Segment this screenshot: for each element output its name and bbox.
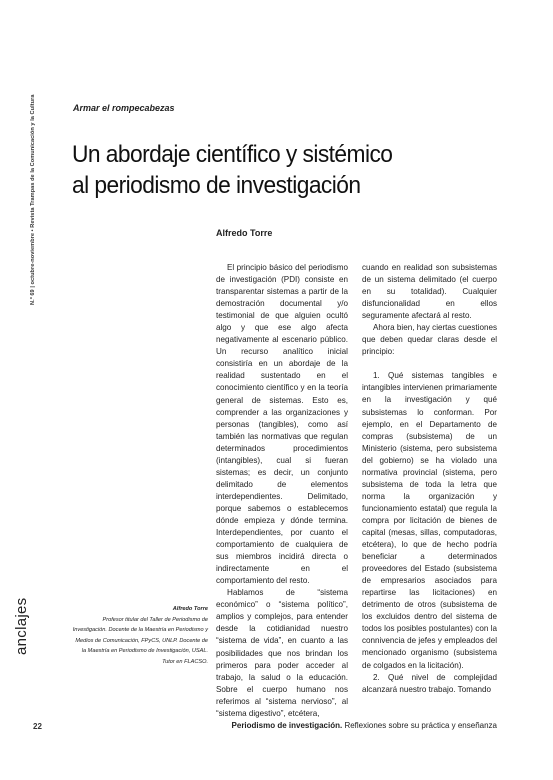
page-number: 22 bbox=[33, 722, 42, 731]
paragraph: El principio básico del periodismo de investigación (PDI) consiste en transparentar sistemas a partir de la demostración documental y/o testimonial de que alguien ocultó algo y que ese algo afecta negativamente al escenario público. Un recurso analítico inicial consistiría en un abordaje de la realidad sustentado en el conocimiento científico y en la teoría general de sistemas. Esto es, comprender a las organizaciones y personas (tangibles), como así también las normativas que regulan determinados procedimientos (intangibles), cual si fueran sistemas; es decir, un conjunto delimitado de elementos interdependientes. Delimitado, porque sabemos o establecemos dónde empieza y dónde termina. Interdependientes, por cuanto el comportamiento de cualquiera de sus miembros incidirá directa o indirectamente en el comportamiento del resto. bbox=[216, 263, 348, 586]
article-title bbox=[72, 139, 392, 201]
author-name: Alfredo Torre bbox=[216, 228, 273, 238]
section-heading: Armar el rompecabezas bbox=[73, 103, 175, 113]
body-column-2 bbox=[362, 262, 497, 696]
title-line-1: Un abordaje científico y sistémico bbox=[72, 141, 393, 168]
running-title-rest: Reflexiones sobre su práctica y enseñanza bbox=[342, 721, 497, 730]
body-column-1 bbox=[216, 262, 348, 720]
bio-name: Alfredo Torre bbox=[172, 606, 208, 612]
paragraph: 2. Qué nivel de complejidad alcanzará nuestro trabajo. Tomando bbox=[362, 672, 497, 694]
author-bio bbox=[70, 604, 208, 667]
title-line-2: al periodismo de investigación bbox=[72, 172, 361, 199]
paragraph: 1. Qué sistemas tangibles e intangibles intervienen primariamente en la investigación y qué subsistemas lo conforman. Por ejemplo, en el Departamento de compras (subsistema) de un Ministerio (sistema, pero subsistema del gobierno) se ha violado una normativa provincial (sistema, pero subsistema de toda la letra que norma la organización y funcionamiento estatal) que regula la compra por licitación de bienes de capital (mesas, sillas, computadoras, etcétera), lo que de hecho podría beneficiar a determinados proveedores del Estado (subsistema de empresarios asociados para repartirse las licitaciones) en detrimento de otros (subsistema de los excluidos dentro del sistema de todos los posibles postulantes) con la connivencia de jefes y empleados del mencionado organismo (subsistema de colgados en la licitación). bbox=[362, 371, 497, 670]
paragraph: Hablamos de “sistema económico” o “sistema político”, amplios y complejos, para entender desde la cotidianidad nuestro “sistema de vida”, en cuanto a las posibilidades que nos brindan los primeros para poder acceder al trabajo, la salud o la educación. Sobre el cuerpo humano nos referimos al “sistema nervioso”, al “sistema digestivo”, etcétera, bbox=[216, 588, 348, 718]
journal-sidebar-text: N.º 69 | octubre-noviembre • Revista Trampas de la Comunicación y la Cultura bbox=[30, 94, 36, 305]
running-title-bold: Periodismo de investigación. bbox=[231, 721, 343, 730]
paragraph: cuando en realidad son subsistemas de un sistema delimitado (el cuerpo en su totalidad). Cualquier disfuncionalidad en ellos seguramente afectará al resto. bbox=[362, 263, 497, 321]
bio-text: Profesor titular del Taller de Periodismo de Investigación. Docente de la Maestría en Periodismo y Medios de Comunicación, FPyCS, UNLP. Docente de la Maestría en Periodismo de Investigación, USAL. Tutor en FLACSO. bbox=[72, 616, 208, 665]
paragraph: Ahora bien, hay ciertas cuestiones que deben quedar claras desde el principio: bbox=[362, 323, 497, 357]
section-tag-anclajes: anclajes bbox=[13, 597, 30, 655]
running-footer bbox=[230, 721, 497, 730]
